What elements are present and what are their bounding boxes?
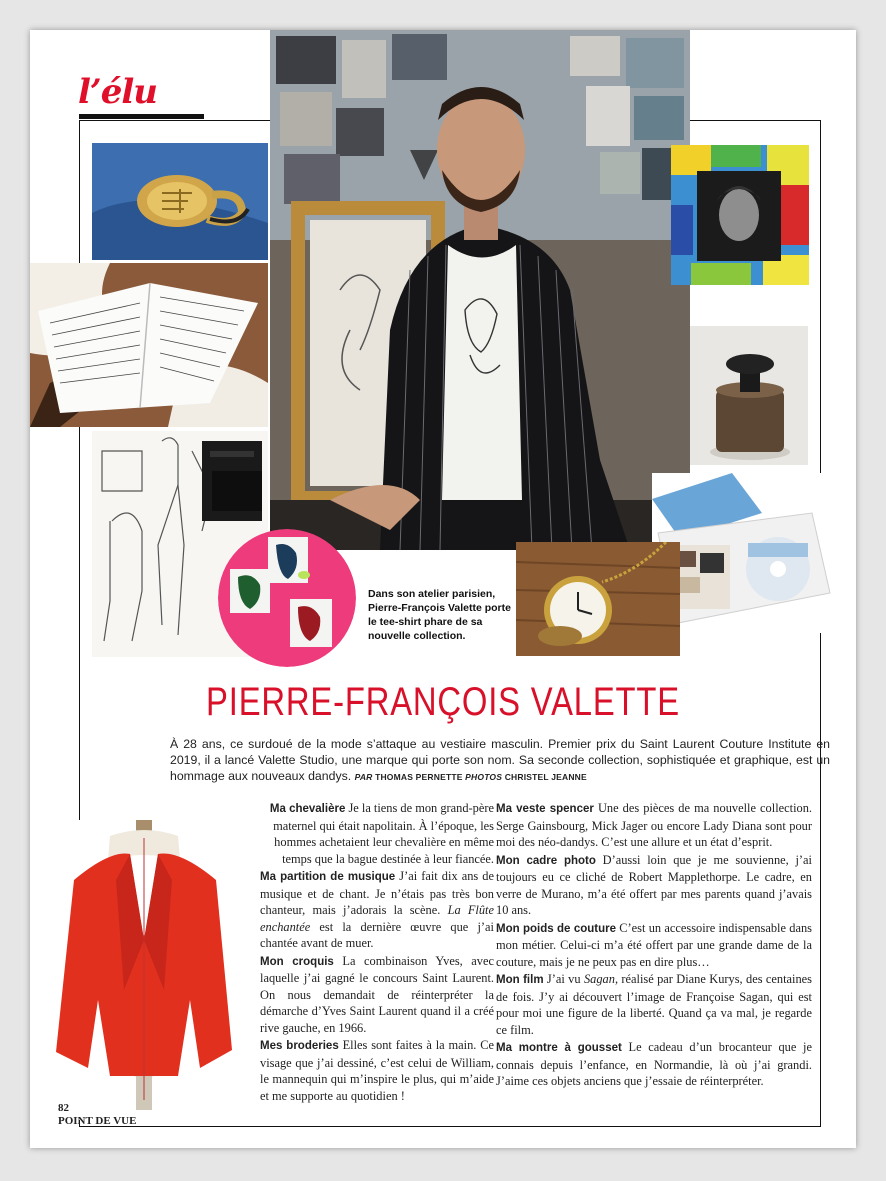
entry-film (496, 971, 812, 1038)
magazine-name: POINT DE VUE (58, 1115, 137, 1127)
entry-cadre-photo (496, 852, 812, 919)
text-column-left (260, 800, 494, 1105)
spencer-jacket-photo (50, 820, 238, 1120)
entry-italic-title: Sagan (583, 972, 615, 986)
sheet-music-photo (30, 263, 268, 427)
embroidery-photo (218, 529, 356, 667)
byline (355, 772, 587, 782)
entry-label: Ma chevalière (269, 803, 346, 815)
photos-label: PHOTOS (465, 772, 503, 782)
entry-label: Mon film (496, 974, 544, 986)
photo-frame-photo (671, 145, 809, 285)
entry-text: Je la tiens de mon grand-père maternel qui était napolitain. À l’époque, les hommes achetaient leur chevalière en même temps que la bague destinée à leur fiancée. (273, 801, 494, 866)
entry-text: Le cadeau d’un brocanteur que je connais depuis l’enfance, en Normandie, là où j’ai grandi. J’aime ces objets anciens que j’essaie de réinterpréter. (496, 1040, 812, 1088)
entry-text: La combinaison Yves, avec laquelle j’ai gagné le concours Saint Laurent. On nous demandait de réinterpréter la démarche d’Yves Saint Laurent quand il a créé rive gauche, en 1966. (260, 953, 494, 1035)
entry-text-after: , réalisé par Diane Kurys, des centaines de fois. J’y ai découvert l’image de Françoise Sagan, qui est pour moi une figure de la liberté. Quand ça va mal, je regarde ce film. (496, 972, 812, 1037)
entry-label: Mon cadre photo (496, 854, 596, 867)
sewing-weight-photo (690, 326, 808, 465)
photo-caption: Dans son atelier parisien, Pierre-François Valette porte le tee-shirt phare de sa nouvelle collection. (368, 588, 511, 642)
entry-broderies (260, 1037, 494, 1104)
entry-label: Mon croquis (260, 955, 334, 968)
author-name: THOMAS PERNETTE (375, 772, 463, 782)
entry-text: Une des pièces de ma nouvelle collection. Serge Gainsbourg, Mick Jager ou encore Lady Diana sont pour moi des néo-dandys. C’est une allure et un état d’esprit. (496, 801, 813, 849)
entry-text: J’ai fait dix ans de musique et de chant. Je n’étais pas très bon chanteur, mais j’adorais la scène. (260, 869, 494, 917)
entry-text: J’ai vu (546, 972, 581, 986)
intro-paragraph (170, 736, 830, 785)
entry-text: C’est un accessoire indispensable dans mon métier. Celui-ci m’a été offert par une grande dame de la couture, mais je ne peux pas en dire plus… (496, 920, 812, 969)
entry-partition (260, 868, 494, 952)
section-rule (79, 114, 204, 119)
page-number: 82 (58, 1102, 69, 1114)
entry-text: Elles sont faites à la main. Ce visage que j’ai dessiné, c’est celui de William, le mannequin qui m’inspire le plus, qui m’aide et me supporte au quotidien ! (260, 1038, 494, 1103)
entry-veste-spencer (496, 800, 812, 851)
entry-montre-gousset (496, 1039, 812, 1090)
headline: PIERRE-FRANÇOIS VALETTE (206, 680, 680, 724)
magazine-page (30, 30, 856, 1148)
signet-ring-photo (92, 143, 268, 260)
entry-chevaliere (260, 800, 494, 867)
text-column-right (496, 800, 812, 1091)
entry-croquis (260, 953, 494, 1037)
portrait-photo (270, 30, 690, 550)
section-tag: l’élu (78, 72, 158, 112)
entry-label: Mon poids de couture (496, 922, 616, 935)
intro-text: À 28 ans, ce surdoué de la mode s’attaque au vestiaire masculin. Premier prix du Saint Laurent Couture Institute en 2019, il a lancé Valette Studio, une marque qui porte son nom. Sa seconde collection, sophistiquée et graphique, est un hommage aux nouveaux dandys. (170, 737, 830, 783)
entry-italic-title: La Flûte enchantée (260, 903, 494, 934)
entry-label: Ma montre à gousset (496, 1042, 622, 1054)
entry-label: Ma veste spencer (496, 803, 594, 815)
photographer-name: CHRISTEL JEANNE (504, 772, 587, 782)
entry-text-after: est la dernière œuvre que j’ai chantée avant de muer. (260, 919, 494, 950)
entry-poids-couture (496, 920, 812, 971)
folio (58, 1102, 136, 1128)
entry-text: D’aussi loin que je me souvienne, j’ai toujours eu ce cliché de Robert Mapplethorpe. Le cadre, en verre de Murano, m’a été offert par mes parents quand j’avais 10 ans. (496, 852, 812, 917)
pocket-watch-photo (516, 542, 680, 656)
par-label: PAR (354, 772, 373, 782)
entry-label: Mes broderies (260, 1040, 339, 1052)
entry-label: Ma partition de musique (260, 871, 396, 883)
